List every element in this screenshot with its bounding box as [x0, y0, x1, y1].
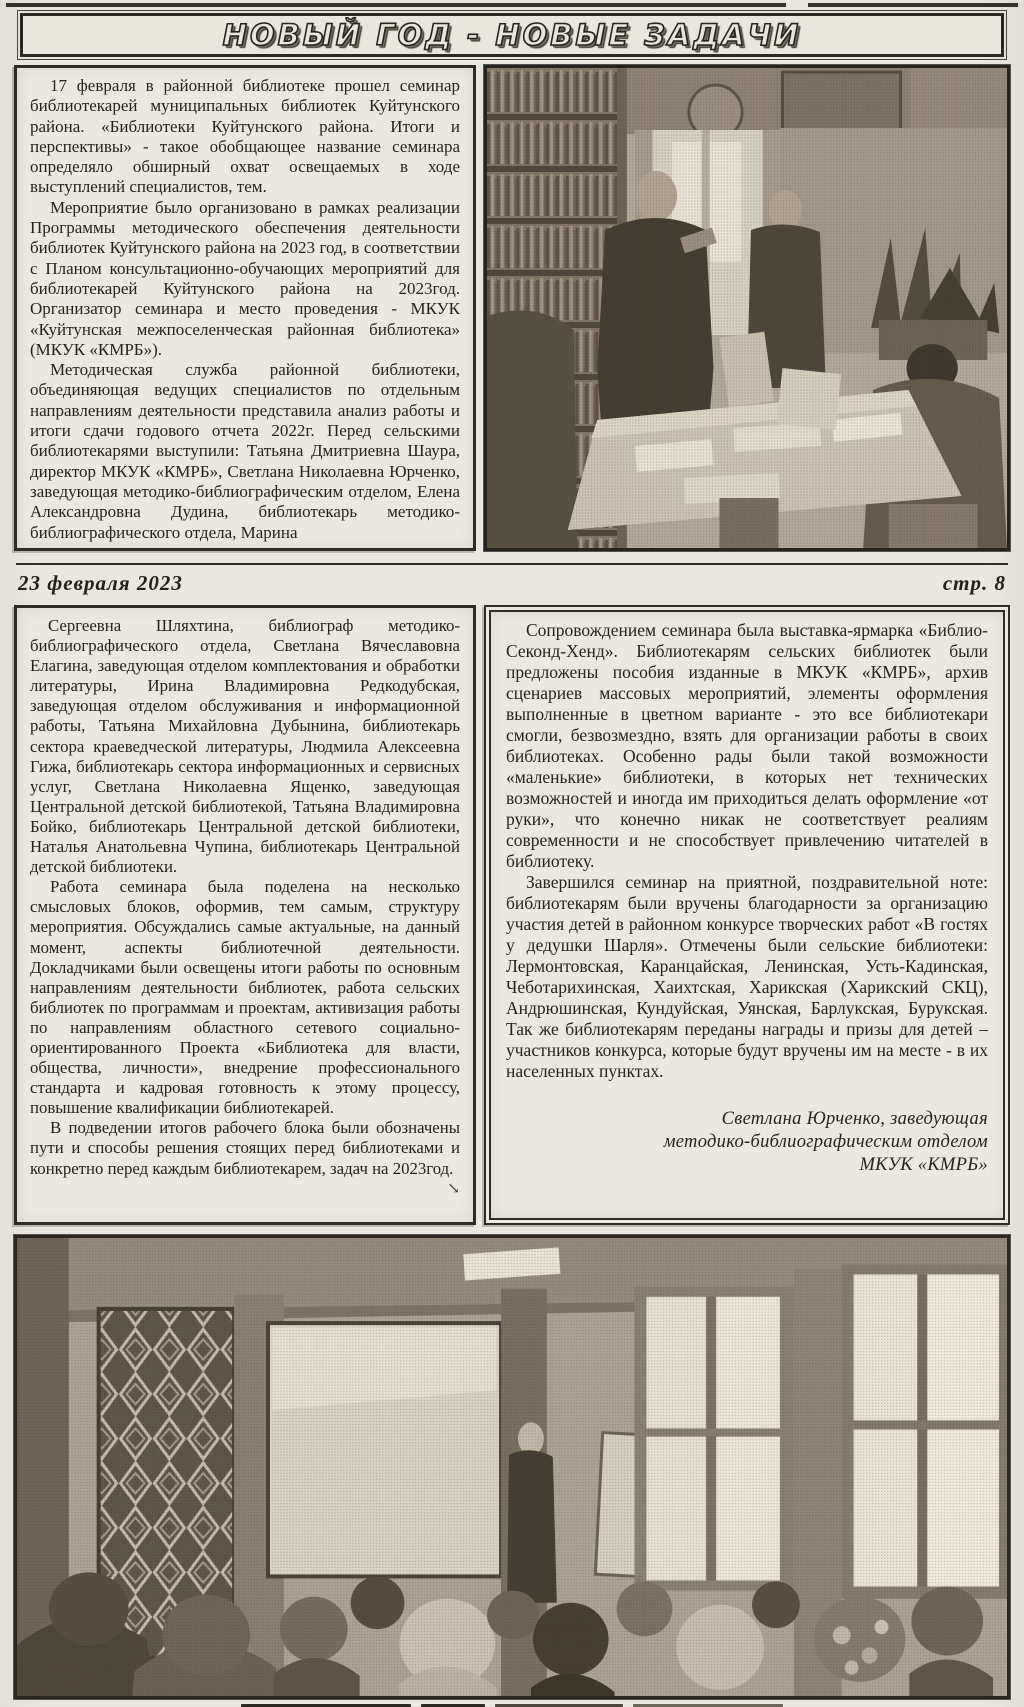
article-column-2	[14, 605, 476, 1225]
paragraph: Методическая служба районной библиотеки, объединяющая ведущих специалистов по отдельным направлениям деятельности представила анализ работы и итоги сдачи годового отчета 2022г. Перед сельскими библиотекарями выступили: Татьяна Дмитриевна Шаура, директор МКУК «КМРБ», Светлана Николаевна Юрченко, заведующая методико-библиографическим отделом, Елена Александровна Дудина, библиотекарь методико-библиографического отдела, Марина	[30, 360, 460, 542]
paragraph: Сопровождением семинара была выставка-ярмарка «Библио-Секонд-Хенд». Библиотекарям сельских библиотек были предложены пособия изданные в МКУК «КМРБ», архив сценариев массовых мероприятий, элементы оформления выполненные в цветном варианте - это все библиотекари смогли, безвозмездно, взять для организации работы в своих библиотеках. Особенно рады были такой возможности «маленькие» библиотеки, в которых нет технических возможностей и иногда им приходиться делать оформление «от руки», что конечно никак не соответствует реалиям современности и не способствует привлечению читателей в библиотеку.	[506, 620, 988, 871]
page-number: стр. 8	[942, 571, 1006, 595]
dateline	[16, 563, 1008, 601]
signature-line: методико-библиографическим отделом	[663, 1132, 988, 1152]
top-rule-left	[6, 3, 786, 7]
signature-line: МКУК «КМРБ»	[859, 1155, 988, 1175]
article-column-3	[484, 605, 1010, 1225]
masthead-banner	[20, 13, 1004, 57]
author-signature	[506, 1108, 988, 1177]
paragraph	[30, 1118, 460, 1197]
bottom-photo-illustration	[17, 1238, 1007, 1696]
paragraph-text: В подведении итогов рабочего блока были обозначены пути и способы решения стоящих перед библиотеками и конкретно перед каждым библиотекарем, задач на 2023год.	[30, 1118, 460, 1178]
paragraph: Работа семинара была поделена на несколько смысловых блоков, оформив, тем самым, структуру мероприятия. Обсуждались самые актуальные, на данный момент, аспекты библиотечной деятельности. Докладчиками были освещены итоги работы по основным направлениям деятельности библиотек, работа сельских библиотек по программам и проектам, активизация работы по направлениям областного сетевого социально-ориентированного Проекта «Библиотека для власти, общества, личности», внедрение профессионального стандарта и кадровая готовность к этому процессу, повышение квалификации библиотекарей.	[30, 877, 460, 1118]
top-rule-right	[808, 3, 1018, 7]
paragraph: Завершился семинар на приятной, поздравительной ноте: библиотекарям были вручены благодарности за организацию участия детей в районном конкурсе творческих работ «В гостях у дедушки Шарля». Отмечены были сельские библиотеки: Лермонтовская, Каранцайская, Ленинская, Усть-Кадинская, Чеботарихинская, Хаихтская, Харикская (Харикский СКЦ), Андрюшинская, Кундуйская, Уянская, Барлукская, Бурукская. Так же библиотекарям переданы награды и призы для детей – участников конкурса, которые будут вручены им на месте - в их населенных пунктах.	[506, 872, 988, 1081]
paragraph: Сергеевна Шляхтина, библиограф методико-библиографического отдела, Светлана Вячеславовна Елагина, заведующая отделом комплектования и обработки литературы, Ирина Владимировна Редкодубская, заведующая отделом обслуживания и информационной работы, Татьяна Михайловна Дубынина, библиотекарь сектора краеведческой литературы, Людмила Алексеевна Гижа, библиотекарь сектора информационных и сервисных услуг, Светлана Николаевна Ященко, заведующая Центральной детской библиотекой, Татьяна Владимировна Бойко, библиотекарь Центральной детской библиотеки, Наталья Анатольевна Чупина, библиотекарь Центральной детской библиотеки.	[30, 616, 460, 877]
top-photo-illustration	[487, 68, 1007, 548]
masthead-title: НОВЫЙ ГОД - НОВЫЕ ЗАДАЧИ	[222, 17, 802, 52]
article-column-1	[14, 65, 476, 551]
top-rule	[0, 0, 1024, 7]
top-photo-library-seminar	[484, 65, 1010, 551]
paragraph: 17 февраля в районной библиотеке прошел семинар библиотекарей муниципальных библиотек Куйтунского района. «Библиотеки Куйтунского района. Итоги и перспективы» - такое обобщающее название семинара определяло обширный охват освещаемых в ходе выступлений специалистов, тем.	[30, 76, 460, 197]
issue-date: 23 февраля 2023	[18, 571, 183, 595]
signature-line: Светлана Юрченко, заведующая	[721, 1109, 988, 1129]
bottom-photo-seminar-audience	[14, 1235, 1010, 1699]
continuation-arrow: ↘	[447, 1180, 460, 1197]
paragraph: Мероприятие было организовано в рамках реализации Программы методического обеспечения деятельности библиотек Куйтунского района на 2023 год, в соответствии с Планом консультационно-обучающих мероприятий для библиотекарей Куйтунского района на 2023год. Организатор семинара и место проведения - МКУК «Куйтунская межпоселенческая районная библиотека» (МКУК «КМРБ»).	[30, 197, 460, 359]
